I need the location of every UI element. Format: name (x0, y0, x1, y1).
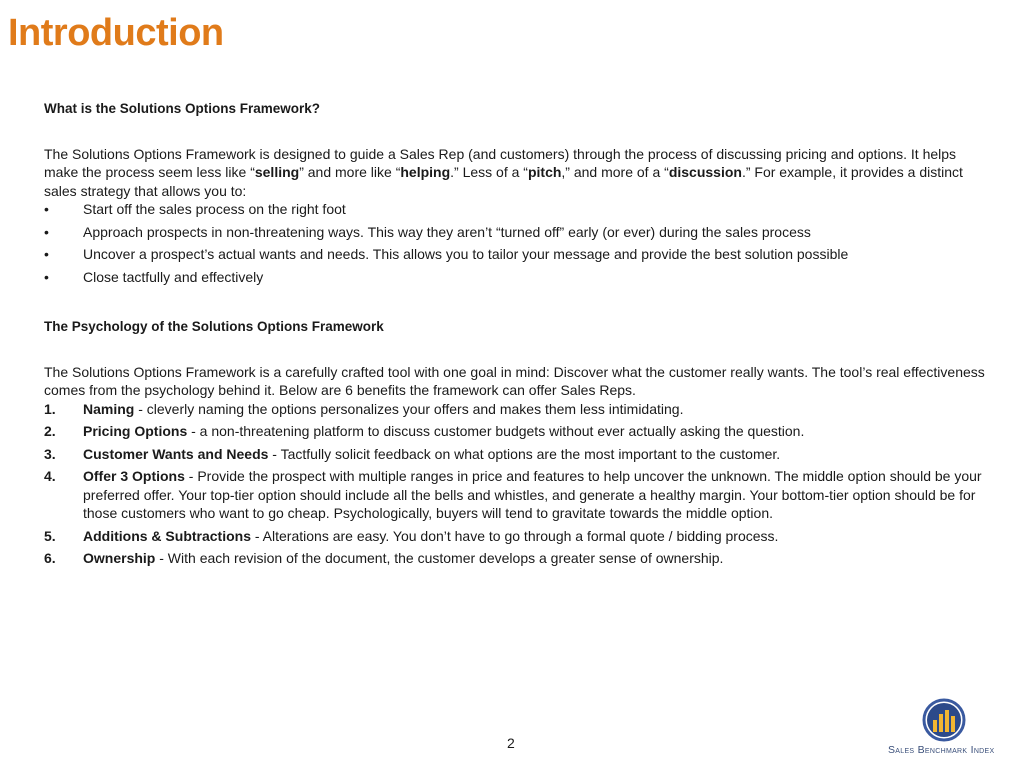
list-item-text: Start off the sales process on the right foot (83, 201, 346, 217)
list-item (44, 268, 994, 287)
list-item-text: - cleverly naming the options personalizes your offers and makes them less intimidating. (134, 400, 684, 417)
list-item (44, 445, 994, 464)
psychology-paragraph: The Solutions Options Framework is a carefully crafted tool with one goal in mind: Discover what the customer really wants. The tool’s real effectiveness comes from the psychology behind it. Below are 6 benefits the framework can offer Sales Reps. (44, 363, 985, 398)
list-item-text: - a non-threatening platform to discuss customer budgets without ever actually asking the question. (187, 423, 805, 439)
list-item-text: Close tactfully and effectively (83, 268, 264, 285)
list-item-term: Offer 3 Options (83, 468, 185, 484)
section-heading-what-is: What is the Solutions Options Framework? (44, 101, 321, 116)
emphasis-text: helping (400, 164, 451, 180)
paragraph-text: .” For example, it provides a distinct sales strategy that allows you to: (44, 164, 963, 199)
benefits-numbered-list (44, 400, 994, 568)
intro-paragraph (44, 145, 994, 201)
paragraph-text: The Solutions Options Framework is designed to guide a Sales Rep (and customers) through the process of discussing pricing and options. It helps make the process seem less like “ (44, 145, 957, 180)
bar-chart-logo-icon (922, 698, 966, 742)
list-item-term: Naming (83, 400, 135, 417)
list-item (44, 467, 994, 523)
list-item-text: - With each revision of the document, the customer develops a greater sense of ownership. (155, 550, 724, 566)
list-item (44, 400, 994, 419)
list-item-text: - Tactfully solicit feedback on what options are the most important to the customer. (268, 445, 781, 462)
paragraph-text: ” and more like “ (299, 164, 401, 180)
section-heading-psychology: The Psychology of the Solutions Options Framework (44, 319, 384, 334)
list-number: 1. (44, 400, 56, 417)
benefits-bullet-list (44, 200, 994, 286)
list-item (44, 223, 994, 242)
list-item-term: Ownership (83, 550, 156, 566)
bullet-marker: • (44, 201, 49, 217)
list-item-text: Approach prospects in non-threatening ways. This way they aren’t “turned off” early (or ever) during the sales process (83, 223, 811, 240)
list-item-term: Pricing Options (83, 423, 188, 439)
document-body (44, 100, 994, 572)
bullet-marker: • (44, 268, 49, 285)
list-item (44, 245, 994, 264)
bullet-marker: • (44, 246, 49, 262)
list-number: 2. (44, 423, 56, 439)
list-item-text: - Alterations are easy. You don’t have to go through a formal quote / bidding process. (251, 527, 779, 544)
list-item (44, 422, 994, 441)
list-number: 3. (44, 445, 56, 462)
list-item-text: - Provide the prospect with multiple ranges in price and features to help uncover the unknown. The middle option should be your preferred offer. Your top-tier option should include all the bells and whistles, and generate a healthy margin. Your bottom-tier option should be for those customers who want to go cheap. Psychologically, buyers will tend to gravitate towards the middle option. (83, 468, 982, 521)
list-item (44, 527, 994, 546)
bullet-marker: • (44, 223, 49, 240)
company-logo (888, 698, 1008, 764)
list-number: 4. (44, 468, 56, 484)
emphasis-text: selling (254, 164, 300, 180)
paragraph-text: .” Less of a “ (450, 164, 528, 180)
list-item (44, 549, 994, 568)
list-item-text: Uncover a prospect’s actual wants and needs. This allows you to tailor your message and provide the best solution possible (83, 246, 849, 262)
list-item (44, 200, 994, 219)
list-number: 6. (44, 550, 56, 566)
paragraph-text: ,” and more of a “ (561, 164, 669, 180)
emphasis-text: discussion (668, 164, 742, 180)
list-item-term: Additions & Subtractions (83, 527, 251, 544)
logo-wordmark: Sales Benchmark Index (888, 744, 995, 756)
list-item-term: Customer Wants and Needs (83, 445, 269, 462)
page-title: Introduction (8, 12, 224, 54)
list-number: 5. (44, 527, 56, 544)
page-number: 2 (507, 735, 515, 751)
emphasis-text: pitch (527, 164, 562, 180)
